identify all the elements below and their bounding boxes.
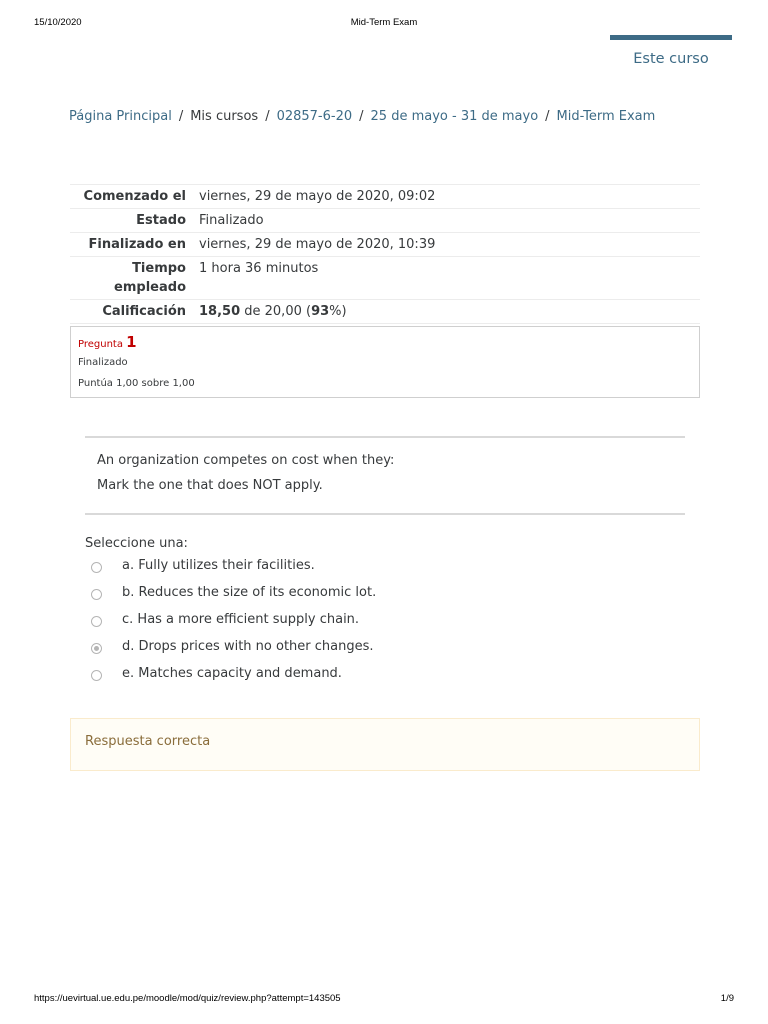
grade-value (199, 302, 700, 321)
answer-option-b[interactable] (89, 585, 589, 607)
summary-row-started (70, 184, 700, 208)
course-menu-accent-bar (610, 35, 732, 40)
radio-button[interactable] (91, 589, 102, 600)
radio-button-selected[interactable] (91, 643, 102, 654)
attempt-summary-table (70, 184, 700, 324)
radio-button[interactable] (91, 670, 102, 681)
print-page-number: 1/9 (720, 993, 734, 1004)
started-label: Comenzado el (83, 189, 186, 204)
started-value: viernes, 29 de mayo de 2020, 09:02 (199, 189, 436, 204)
summary-row-time (70, 256, 700, 299)
question-number-value: 1 (126, 333, 137, 351)
question-grade: Puntúa 1,00 sobre 1,00 (78, 378, 195, 389)
summary-row-finished (70, 232, 700, 256)
question-text-box (85, 436, 685, 515)
time-value: 1 hora 36 minutos (199, 261, 319, 276)
answer-text: c. Has a more efficient supply chain. (122, 612, 360, 627)
grade-label: Calificación (102, 304, 186, 319)
state-label: Estado (136, 213, 186, 228)
print-title: Mid-Term Exam (350, 17, 418, 28)
feedback-box (70, 718, 700, 771)
grade-percent: 93 (311, 304, 330, 319)
question-info-box (70, 326, 700, 398)
finished-label: Finalizado en (88, 237, 186, 252)
answer-text: b. Reduces the size of its economic lot. (122, 585, 377, 600)
state-value: Finalizado (199, 213, 264, 228)
finished-value: viernes, 29 de mayo de 2020, 10:39 (199, 237, 436, 252)
este-curso-link[interactable]: Este curso (633, 51, 709, 67)
question-number (78, 333, 137, 351)
breadcrumb-separator: / (545, 109, 550, 124)
breadcrumb-quiz-link[interactable]: Mid-Term Exam (556, 109, 656, 124)
print-url: https://uevirtual.ue.edu.pe/moodle/mod/quiz/review.php?attempt=143505 (34, 993, 341, 1004)
breadcrumb-my-courses: Mis cursos (190, 109, 259, 124)
breadcrumb-separator: / (265, 109, 270, 124)
breadcrumb-separator: / (359, 109, 364, 124)
answer-prompt: Seleccione una: (85, 536, 188, 551)
breadcrumb (69, 109, 655, 124)
time-label (70, 259, 199, 297)
breadcrumb-course-link[interactable]: 02857-6-20 (276, 109, 353, 124)
breadcrumb-separator: / (178, 109, 184, 124)
print-footer (0, 993, 768, 1007)
radio-button[interactable] (91, 616, 102, 627)
print-date: 15/10/2020 (34, 17, 82, 28)
summary-row-grade (70, 299, 700, 324)
time-label-line1: Tiempo (132, 261, 186, 276)
answer-text: e. Matches capacity and demand. (122, 666, 342, 681)
time-label-line2: empleado (114, 280, 186, 295)
question-instruction: Mark the one that does NOT apply. (97, 478, 323, 493)
grade-of: de 20,00 ( (240, 304, 312, 319)
question-text: An organization competes on cost when they: (97, 453, 395, 468)
question-label: Pregunta (78, 339, 123, 350)
grade-suffix: %) (329, 304, 347, 319)
question-state: Finalizado (78, 357, 128, 368)
breadcrumb-home-link[interactable]: Página Principal (69, 109, 172, 124)
print-header (0, 17, 768, 31)
answer-option-a[interactable] (89, 558, 589, 580)
summary-row-state (70, 208, 700, 232)
radio-button[interactable] (91, 562, 102, 573)
answer-option-c[interactable] (89, 612, 589, 634)
answer-option-d[interactable] (89, 639, 589, 661)
grade-score: 18,50 (199, 304, 241, 319)
breadcrumb-section-link[interactable]: 25 de mayo - 31 de mayo (370, 109, 539, 124)
answer-text: a. Fully utilizes their facilities. (122, 558, 315, 573)
answer-text: d. Drops prices with no other changes. (122, 639, 374, 654)
feedback-text: Respuesta correcta (85, 734, 211, 749)
answer-option-e[interactable] (89, 666, 589, 688)
